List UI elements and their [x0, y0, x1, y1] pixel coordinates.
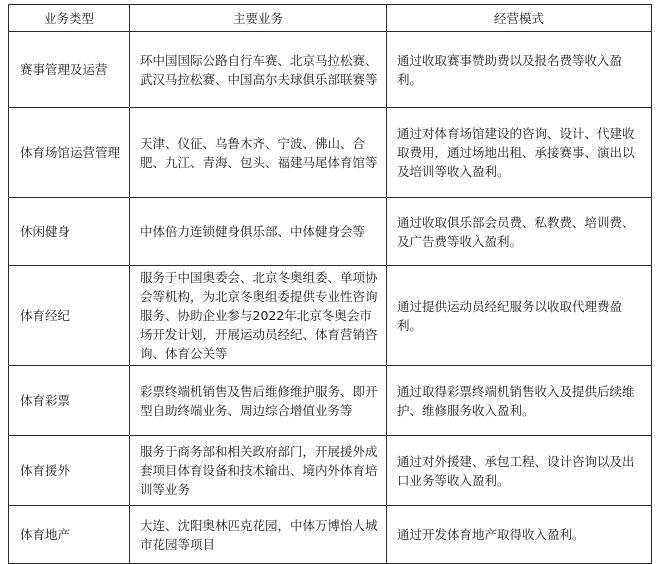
business-table: [8, 4, 652, 564]
business-model-cell: 通过开发体育地产取得收入盈利。: [387, 506, 652, 564]
business-type-cell: 赛事管理及运营: [9, 32, 130, 108]
business-type-cell: 休闲健身: [9, 198, 130, 266]
business-type-cell: 体育地产: [9, 506, 130, 564]
header-business-model: 经营模式: [387, 5, 652, 32]
business-model-cell: 通过对体育场馆建设的咨询、设计、代建收取费用，通过场地出租、承接赛事、演出以及培训等收入盈利。: [387, 108, 652, 198]
main-business-cell: 环中国国际公路自行车赛、北京马拉松赛、武汉马拉松赛、中国高尔夫球俱乐部联赛等: [130, 32, 387, 108]
main-business-cell: 大连、沈阳奥林匹克花园，中体万博怡人城市花园等项目: [130, 506, 387, 564]
header-business-type: 业务类型: [9, 5, 130, 32]
table-row: [9, 198, 652, 266]
business-type-cell: 体育经纪: [9, 266, 130, 366]
table-row: [9, 436, 652, 506]
business-model-cell: 通过收取赛事赞助费以及报名费等收入盈利。: [387, 32, 652, 108]
business-model-cell: 通过对外援建、承包工程、设计咨询以及出口业务等收入盈利。: [387, 436, 652, 506]
business-type-cell: 体育彩票: [9, 366, 130, 436]
main-business-cell: 服务于中国奥委会、北京冬奥组委、单项协会等机构，为北京冬奥组委提供专业性咨询服务、协助企业参与2022年北京冬奥会市场开发计划，开展运动员经纪、体育营销咨询、体育公关等: [130, 266, 387, 366]
business-model-cell: 通过取得彩票终端机销售收入及提供后续维护、维修服务收入盈利。: [387, 366, 652, 436]
table-row: [9, 32, 652, 108]
main-business-cell: 天津、仪征、乌鲁木齐、宁波、佛山、合肥、九江、青海、包头、福建马尾体育馆等: [130, 108, 387, 198]
main-business-cell: 彩票终端机销售及售后维修维护服务、即开型自助终端业务、周边综合增值业务等: [130, 366, 387, 436]
table-row: [9, 108, 652, 198]
table-row: [9, 266, 652, 366]
main-business-cell: 中体倍力连锁健身俱乐部、中体健身会等: [130, 198, 387, 266]
table-header-row: [9, 5, 652, 32]
business-type-cell: 体育援外: [9, 436, 130, 506]
business-model-cell: 通过收取俱乐部会员费、私教费、培训费、及广告费等收入盈利。: [387, 198, 652, 266]
header-main-business: 主要业务: [130, 5, 387, 32]
business-type-cell: 体育场馆运营管理: [9, 108, 130, 198]
table-row: [9, 366, 652, 436]
table-row: [9, 506, 652, 564]
business-model-cell: 通过提供运动员经纪服务以收取代理费盈利。: [387, 266, 652, 366]
main-business-cell: 服务于商务部和相关政府部门，开展援外成套项目体育设备和技术输出、境内外体育培训等业务: [130, 436, 387, 506]
